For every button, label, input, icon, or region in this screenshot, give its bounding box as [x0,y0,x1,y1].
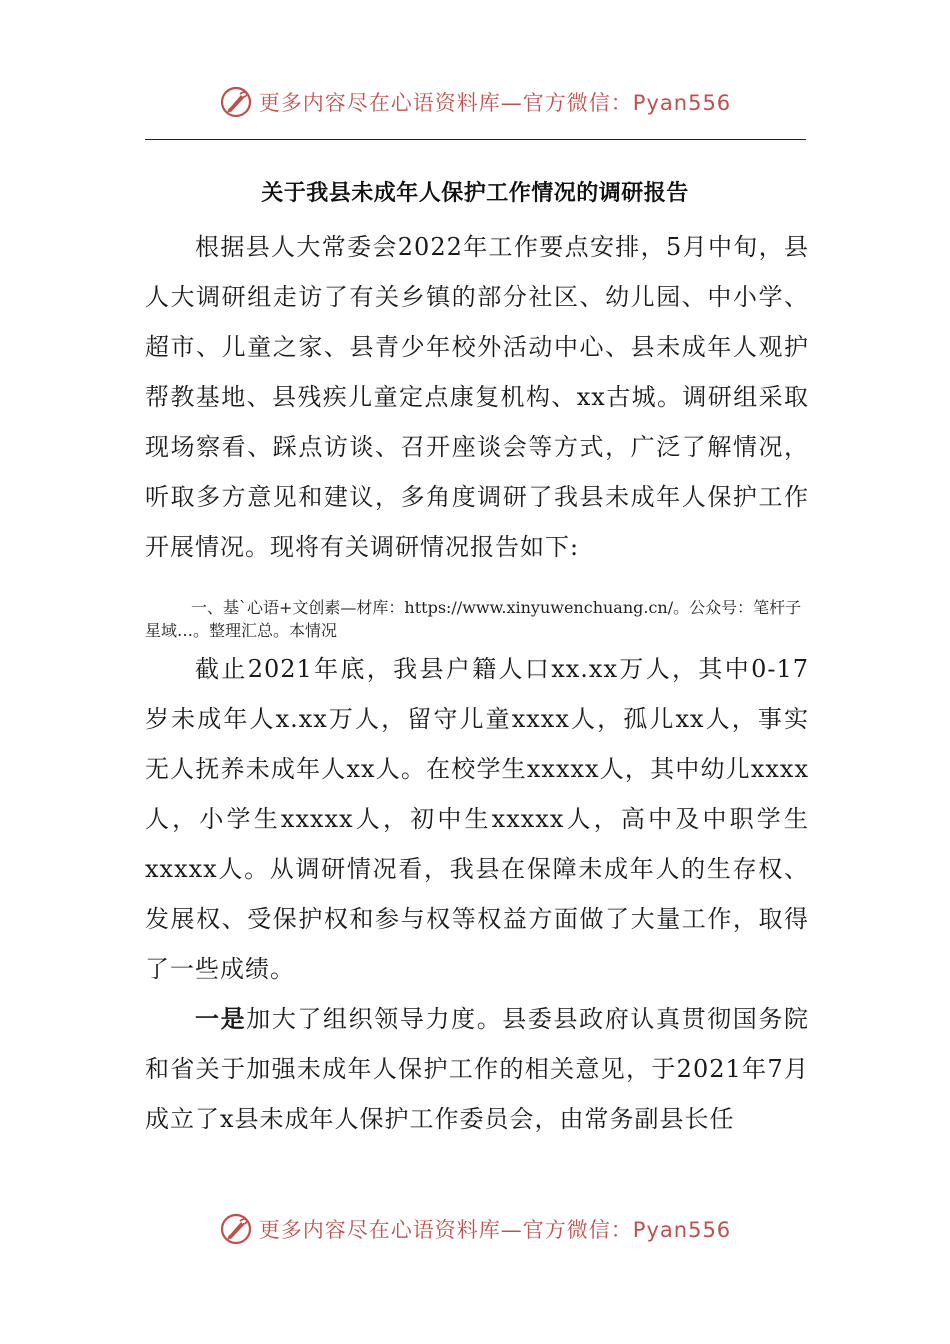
paragraph-lead: 一是 [195,1005,247,1033]
paragraph-statistics: 截止2021年底，我县户籍人口xx.xx万人，其中0-17岁未成年人x.xx万人，留守儿童xxxx人，孤儿xx人，事实无人抚养未成年人xx人。在校学生xxxxx人，其中幼儿xxxx人，小学生xxxxx人，初中生xxxxx人，高中及中职学生xxxxx人。从调研情况看，我县在保障未成年人的生存权、发展权、受保护权和参与权等权益方面做了大量工作，取得了一些成绩。 [145,655,809,983]
footer-banner [0,1209,950,1249]
pen-logo-icon [219,1212,253,1246]
paragraph-first-point-text: 加大了组织领导力度。县委县政府认真贯彻国务院和省关于加强未成年人保护工作的相关意见，于2021年7月成立了x县未成年人保护工作委员会，由常务副县长任 [145,1005,809,1133]
paragraph-intro: 根据县人大常委会2022年工作要点安排，5月中旬，县人大调研组走访了有关乡镇的部分社区、幼儿园、中小学、超市、儿童之家、县青少年校外活动中心、县未成年人观护帮教基地、县残疾儿童定点康复机构、xx古城。调研组采取现场察看、踩点访谈、召开座谈会等方式，广泛了解情况，听取多方意见和建议，多角度调研了我县未成年人保护工作开展情况。现将有关调研情况报告如下: [145,233,809,561]
header-divider [145,139,806,140]
footer-banner-text: 更多内容尽在心语资料库—官方微信：Pyan556 [258,1218,732,1242]
source-note: 一、基`心语+文创素—材库：https://www.xinyuwenchuang.cn/。公众号：笔杆子星域…。整理汇总。本情况 [145,598,802,640]
document-title: 关于我县未成年人保护工作情况的调研报告 [261,181,689,206]
pen-logo-icon [219,85,253,119]
header-banner [0,82,950,122]
header-banner-text: 更多内容尽在心语资料库—官方微信：Pyan556 [258,91,732,115]
paragraph-first-point [145,994,809,1144]
